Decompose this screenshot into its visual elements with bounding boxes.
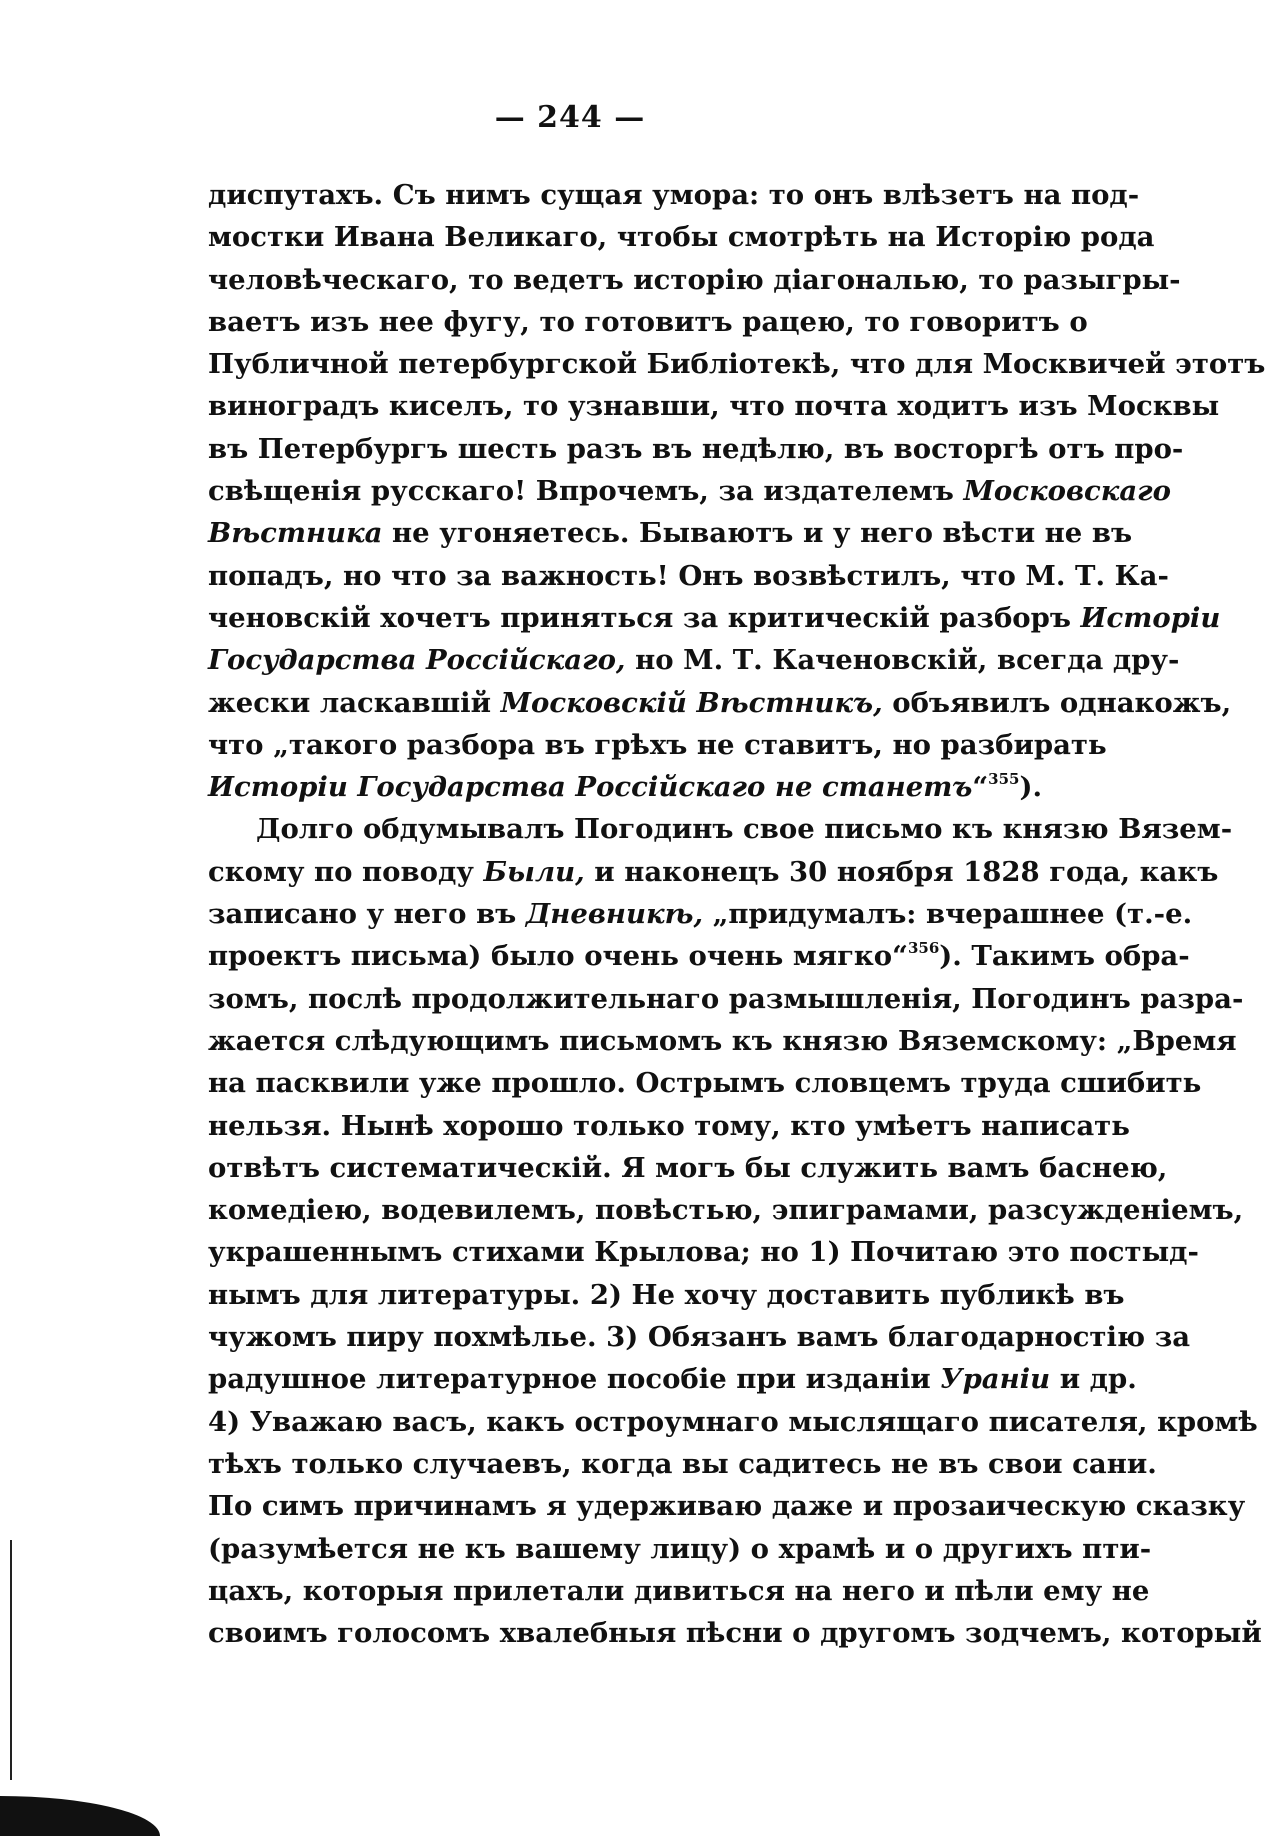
scan-edge-shadow	[0, 1796, 160, 1836]
italic-title: Исторіи Государства Россійскаго не станетъ	[208, 771, 973, 804]
text-run: объявилъ однакожъ,	[892, 686, 1232, 719]
text-line: (разумѣется не къ вашему лицу) о храмѣ и о другихъ пти-	[208, 1532, 1152, 1565]
text-line: что „такого разбора въ грѣхъ не ставитъ, но разбирать	[208, 728, 1107, 761]
text-line: мостки Ивана Великаго, чтобы смотрѣть на Исторію рода	[208, 221, 1155, 254]
italic-title: Московскій Вѣстникъ,	[500, 686, 883, 719]
text-run: жески ласкавшій	[208, 686, 491, 719]
text-line	[208, 512, 1133, 554]
text-run: свѣщенія русскаго! Впрочемъ, за издателемъ	[208, 475, 954, 508]
text-run: ). Такимъ обра-	[939, 940, 1190, 973]
text-run: радушное литературное пособіе при изданіи	[208, 1363, 931, 1396]
text-line: комедіею, водевилемъ, повѣстью, эпиграмами, разсужденіемъ,	[208, 1194, 1244, 1227]
text-line: на пасквили уже прошло. Острымъ словцемъ труда сшибить	[208, 1067, 1202, 1100]
text-line: Долго обдумывалъ Погодинъ свое письмо къ князю Вязем-	[256, 813, 1233, 846]
text-line: цахъ, которыя прилетали дивиться на него и пѣли ему не	[208, 1574, 1150, 1607]
text-line: нымъ для литературы. 2) Не хочу доставить публикѣ въ	[208, 1278, 1125, 1311]
text-run: „придумалъ: вчерашнее (т.-е.	[712, 898, 1193, 931]
text-line: Публичной петербургской Библіотекѣ, что для Москвичей этотъ	[208, 348, 1265, 381]
text-line	[208, 851, 1219, 893]
italic-title: Были,	[483, 855, 585, 888]
text-run: но М. Т. Каченовскій, всегда дру-	[635, 644, 1180, 677]
text-line: отвѣтъ систематическій. Я могъ бы служить вамъ баснею,	[208, 1151, 1168, 1184]
text-line	[208, 935, 1190, 977]
quote-mark: “	[972, 771, 989, 804]
italic-title: Дневникѣ,	[525, 898, 704, 931]
italic-title: Вѣстника	[208, 517, 383, 550]
text-line: ваетъ изъ нее фугу, то готовитъ рацею, то говоритъ о	[208, 305, 1088, 338]
text-run: ).	[1019, 771, 1043, 804]
text-line: въ Петербургъ шесть разъ въ недѣлю, въ восторгѣ отъ про-	[208, 432, 1184, 465]
italic-title: Ураніи	[940, 1363, 1051, 1396]
text-run: записано у него въ	[208, 898, 517, 931]
text-line: жается слѣдующимъ письмомъ къ князю Вяземскому: „Время	[208, 1024, 1237, 1057]
text-run: скому по поводу	[208, 855, 474, 888]
text-run: проектъ письма) было очень очень мягко“	[208, 940, 908, 973]
text-run: не угоняетесь. Бываютъ и у него вѣсти не въ	[392, 517, 1133, 550]
text-line: нельзя. Нынѣ хорошо только тому, кто умѣетъ написать	[208, 1109, 1130, 1142]
text-line	[208, 1358, 1137, 1400]
text-line: тѣхъ только случаевъ, когда вы садитесь не въ свои сани.	[208, 1447, 1157, 1480]
text-run: ченовскій хочетъ приняться за критическій разборъ	[208, 601, 1071, 634]
text-line	[208, 470, 1171, 512]
text-line: украшеннымъ стихами Крылова; но 1) Почитаю это постыд-	[208, 1236, 1199, 1269]
text-run: и наконецъ 30 ноября 1828 года, какъ	[594, 855, 1219, 888]
italic-title: Исторіи	[1080, 601, 1221, 634]
text-line: виноградъ киселъ, то узнавши, что почта ходитъ изъ Москвы	[208, 390, 1220, 423]
body-text	[208, 174, 1265, 1654]
text-run: и др.	[1059, 1363, 1137, 1396]
italic-title: Московскаго	[963, 475, 1171, 508]
text-line: диспутахъ. Съ нимъ сущая умора: то онъ влѣзетъ на под-	[208, 179, 1140, 211]
scan-edge-mark	[10, 1540, 16, 1780]
text-line: чужомъ пиру похмѣлье. 3) Обязанъ вамъ благодарностію за	[208, 1321, 1191, 1354]
text-line	[208, 766, 1070, 808]
text-line	[208, 597, 1221, 639]
text-line: 4) Уважаю васъ, какъ остроумнаго мыслящаго писателя, кромѣ	[208, 1405, 1258, 1438]
page-number: — 244 —	[494, 100, 646, 135]
italic-title: Государства Россійскаго,	[208, 644, 626, 677]
text-line	[208, 639, 1180, 681]
footnote-ref: 355	[988, 770, 1020, 789]
text-line: своимъ голосомъ хвалебныя пѣсни о другомъ зодчемъ, который	[208, 1617, 1262, 1650]
text-line	[208, 682, 1232, 724]
footnote-ref: 356	[907, 939, 940, 958]
text-line	[208, 893, 1193, 935]
text-line: зомъ, послѣ продолжительнаго размышленія, Погодинъ разра-	[208, 982, 1244, 1015]
text-line: попадъ, но что за важность! Онъ возвѣстилъ, что М. Т. Ка-	[208, 559, 1169, 592]
text-line: человѣческаго, то ведетъ исторію діагональю, то разыгры-	[208, 263, 1181, 296]
text-line: По симъ причинамъ я удерживаю даже и прозаическую сказку	[208, 1490, 1246, 1523]
